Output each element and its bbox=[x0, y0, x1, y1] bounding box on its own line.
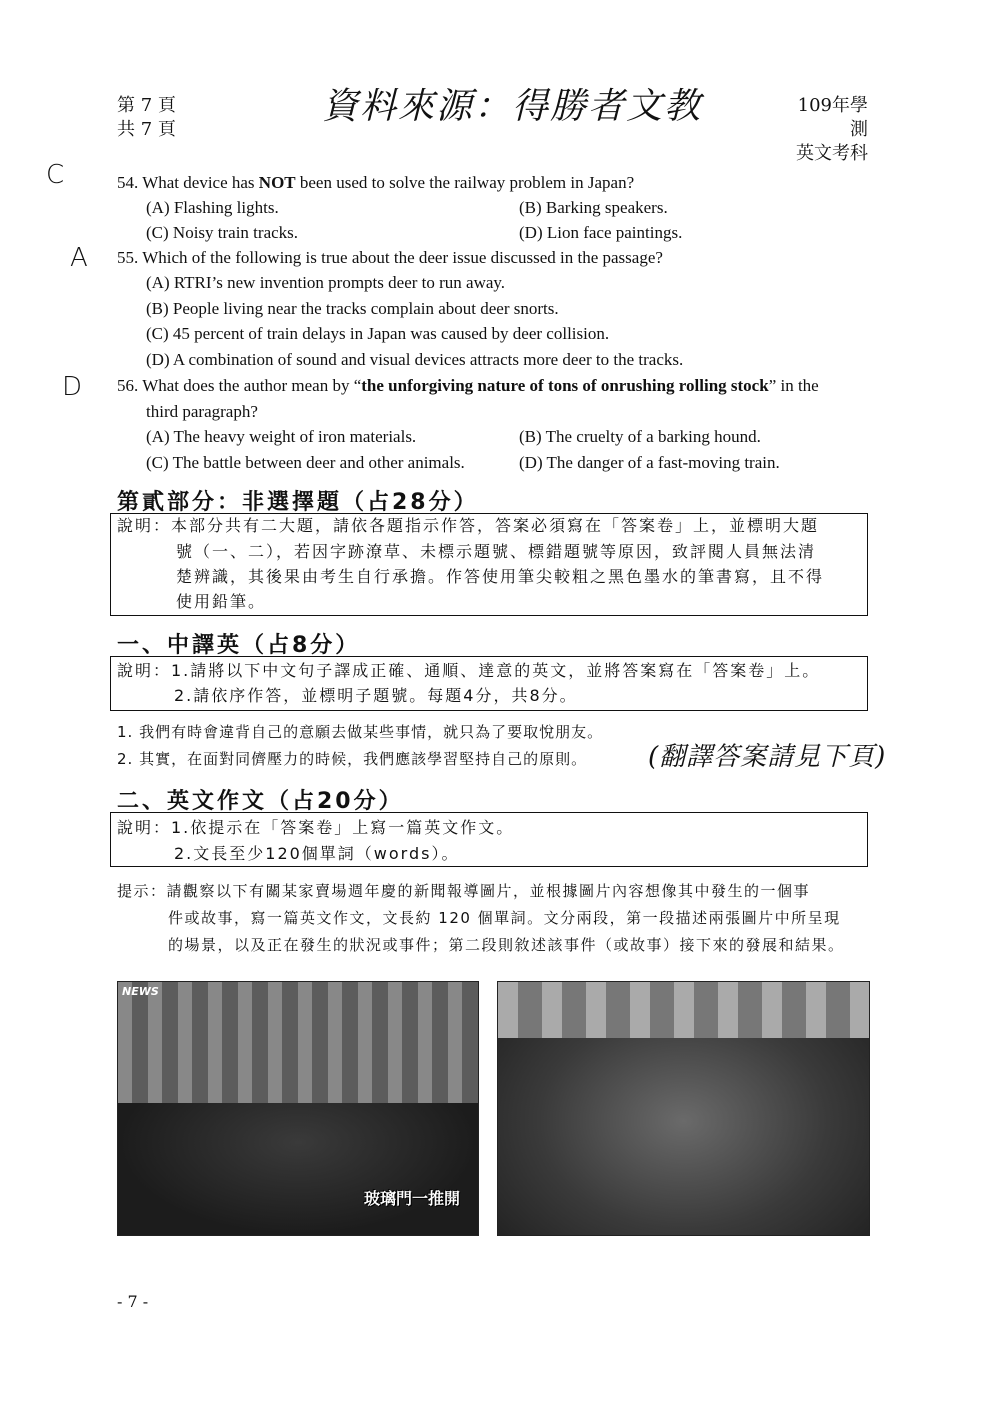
question-stem-pre: What does the author mean by “ bbox=[142, 376, 362, 395]
question-55 bbox=[117, 245, 663, 270]
crowd bbox=[118, 1103, 478, 1235]
question-stem: What device has NOT been used to solve the railway problem in Japan? bbox=[142, 173, 635, 192]
handwritten-source-note: 資料來源：得勝者文教 bbox=[322, 86, 703, 127]
essay-prompt-line: 件或故事，寫一篇英文作文，文長約 120 個單詞。文分兩段，第一段描述兩張圖片中所呈現 bbox=[168, 909, 841, 927]
news-tag: NEWS bbox=[122, 985, 159, 998]
option: (A) Flashing lights. bbox=[146, 198, 279, 217]
news-photo-shopping-crowd bbox=[497, 981, 870, 1236]
option: (D) A combination of sound and visual devices attracts more deer to the tracks. bbox=[146, 350, 684, 369]
part2-instruction-line: 號（一、二），若因字跡潦草、未標示題號、標錯題號等原因，致評閱人員無法清 bbox=[176, 542, 817, 561]
option: (B) The cruelty of a barking hound. bbox=[519, 427, 761, 446]
page-line-1: 第 7 頁 bbox=[117, 95, 176, 116]
question-stem-quote: the unforgiving nature of tons of onrushing rolling stock bbox=[361, 376, 769, 395]
question-number: 54. bbox=[117, 173, 139, 192]
handwritten-answer: D bbox=[62, 372, 83, 402]
news-caption: 玻璃門一推開 bbox=[363, 1189, 460, 1208]
question-56 bbox=[117, 373, 877, 398]
option: (D) Lion face paintings. bbox=[519, 223, 683, 242]
section1-title: 一、中譯英（占8分） bbox=[117, 633, 361, 658]
part2-title: 第貳部分：非選擇題（占28分） bbox=[117, 490, 479, 515]
page-number-label bbox=[117, 94, 176, 142]
option: (C) 45 percent of train delays in Japan was caused by deer collision. bbox=[146, 324, 610, 343]
store-ceiling bbox=[498, 982, 869, 1038]
option: (D) The danger of a fast-moving train. bbox=[519, 453, 780, 472]
section2-instruction-line: 說明：1.依提示在「答案卷」上寫一篇英文作文。 bbox=[117, 818, 515, 837]
section2-instruction-line: 2.文長至少120個單詞（words）。 bbox=[174, 844, 460, 863]
option: (B) Barking speakers. bbox=[519, 198, 668, 217]
option: (C) The battle between deer and other animals. bbox=[146, 453, 465, 472]
exam-line-2: 英文考科 bbox=[796, 143, 868, 164]
handwritten-answer: A bbox=[70, 243, 88, 273]
question-stem-post: ” in the bbox=[768, 376, 819, 395]
part2-instruction-line: 使用鉛筆。 bbox=[176, 592, 267, 611]
essay-prompt-line: 提示：請觀察以下有關某家賣場週年慶的新聞報導圖片，並根據圖片內容想像其中發生的一個事 bbox=[117, 882, 811, 900]
emphasis-not: NOT bbox=[258, 173, 296, 192]
handwritten-answer: C bbox=[46, 160, 65, 190]
question-54 bbox=[117, 170, 877, 195]
section2-title: 二、英文作文（占20分） bbox=[117, 789, 404, 814]
question-number: 55. bbox=[117, 248, 139, 267]
translation-item: 1. 我們有時會違背自己的意願去做某些事情，就只為了要取悅朋友。 bbox=[117, 723, 604, 741]
option: (A) The heavy weight of iron materials. bbox=[146, 427, 417, 446]
section1-instruction-line: 說明：1.請將以下中文句子譯成正確、通順、達意的英文，並將答案寫在「答案卷」上。 bbox=[117, 661, 821, 680]
news-photo-store-entrance bbox=[117, 981, 479, 1236]
part2-instruction-line: 說明：本部分共有二大題，請依各題指示作答，答案必須寫在「答案卷」上，並標明大題 bbox=[117, 516, 820, 535]
essay-prompt-line: 的場景，以及正在發生的狀況或事件；第二段則敘述該事件（或故事）接下來的發展和結果。 bbox=[168, 936, 845, 954]
option: (A) RTRI’s new invention prompts deer to run away. bbox=[146, 273, 506, 292]
store-facade bbox=[118, 982, 478, 1121]
exam-title bbox=[788, 94, 868, 166]
page-line-2: 共 7 頁 bbox=[117, 119, 176, 140]
option: (B) People living near the tracks complain about deer snorts. bbox=[146, 299, 559, 318]
handwritten-answer-note: (翻譯答案請見下頁) bbox=[648, 742, 887, 772]
section1-instruction-line: 2.請依序作答，並標明子題號。每題4分，共8分。 bbox=[174, 686, 578, 705]
question-number: 56. bbox=[117, 376, 139, 395]
question-stem: Which of the following is true about the deer issue discussed in the passage? bbox=[142, 248, 663, 267]
question-stem-line2: third paragraph? bbox=[146, 402, 258, 421]
page-footer-number: - 7 - bbox=[117, 1292, 149, 1311]
part2-instruction-line: 楚辨識，其後果由考生自行承擔。作答使用筆尖較粗之黑色墨水的筆書寫，且不得 bbox=[176, 567, 825, 586]
exam-line-1: 109年學測 bbox=[797, 95, 868, 140]
option: (C) Noisy train tracks. bbox=[146, 223, 299, 242]
translation-item: 2. 其實，在面對同儕壓力的時候，我們應該學習堅持自己的原則。 bbox=[117, 750, 588, 768]
